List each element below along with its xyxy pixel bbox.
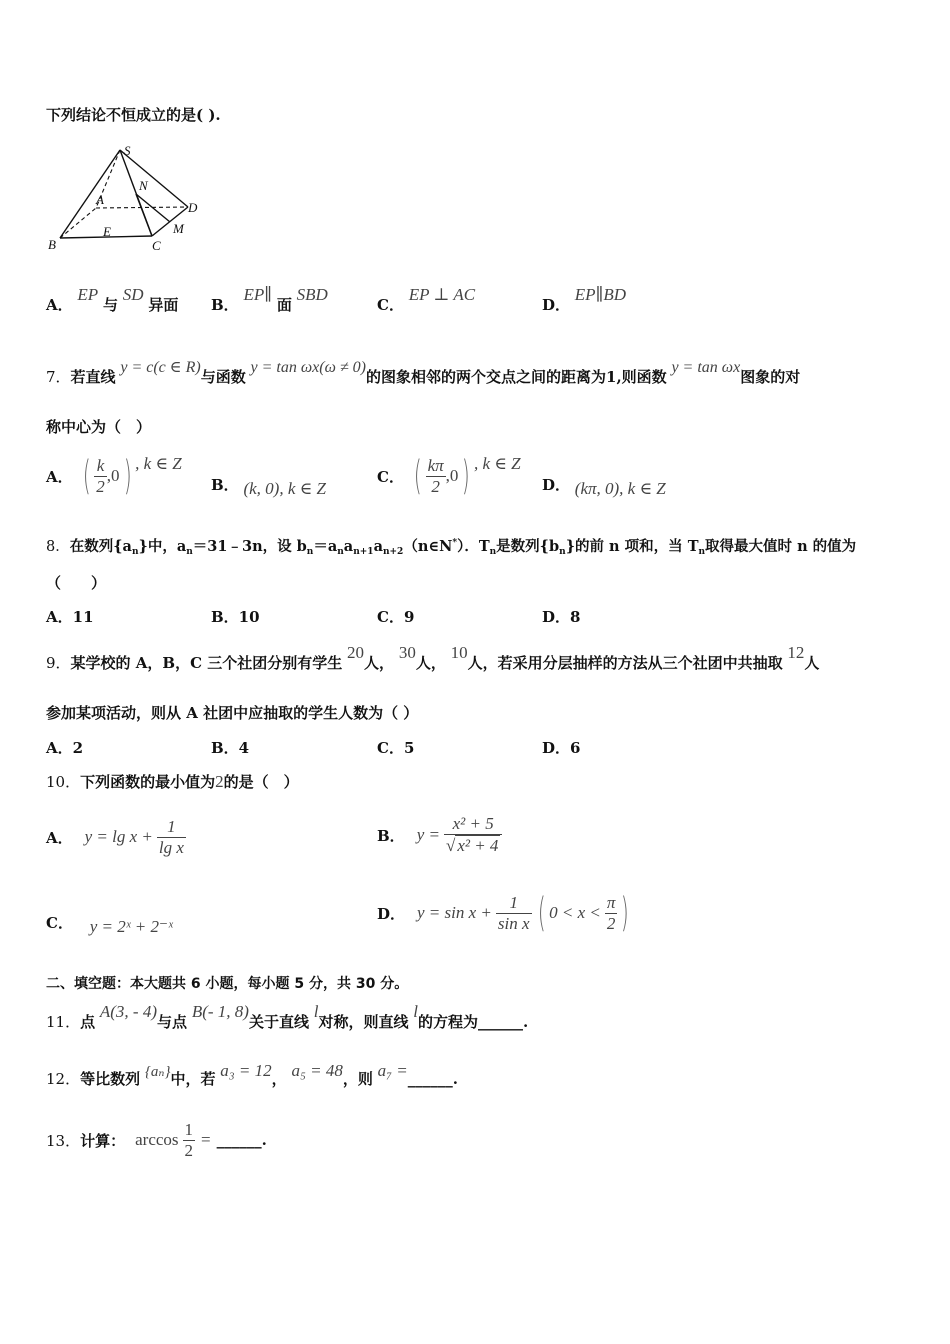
q9-line1: 9．某学校的 A，B，C 三个社团分别有学生 20人， 30人， 10人，若采用分层抽样的方法从三个社团中共抽取 12人: [46, 643, 820, 672]
q6-option-d[interactable]: [542, 285, 627, 315]
option-text: 与: [102, 296, 118, 314]
math: =: [201, 1130, 211, 1149]
q8-option-c[interactable]: C．9: [377, 608, 415, 626]
q6-option-a[interactable]: [46, 285, 179, 315]
label-S: S: [124, 143, 131, 158]
math: y =: [416, 825, 440, 844]
math: arccos: [135, 1130, 179, 1149]
math: 30: [398, 643, 416, 662]
label-N: N: [139, 178, 148, 193]
pyramid-figure: [40, 138, 215, 256]
math: a₇ =: [377, 1061, 408, 1080]
fraction: $\frac{1}{\text{lg x}}$: [158, 816, 184, 857]
math: l: [313, 1002, 319, 1021]
q10-option-d[interactable]: [377, 884, 633, 942]
math: ,0: [106, 466, 120, 485]
math: y = 2ˣ + 2⁻ˣ: [89, 917, 173, 936]
option-key: A．: [46, 296, 73, 314]
option-key: B．: [377, 826, 405, 845]
math: 20: [347, 643, 365, 662]
q9-line2: 参加某项活动，则从 A 社团中应抽取的学生人数为（ ）: [46, 704, 419, 722]
math: y = tan ωx(ω ≠ 0): [250, 359, 366, 376]
q7-option-c[interactable]: [377, 452, 521, 500]
option-key: C．: [46, 914, 73, 932]
math: y = tan ωx: [671, 359, 741, 376]
left-paren: (: [82, 453, 91, 499]
math: (k, 0), k ∈ Z: [243, 479, 326, 498]
option-expr: EP∥BD: [574, 285, 627, 304]
math: 2: [215, 772, 224, 791]
option-key: A．: [46, 828, 73, 847]
option-text: 异面: [148, 296, 179, 314]
option-key: B．: [211, 296, 239, 314]
q7-line1: [46, 359, 801, 387]
q7-line2: 称中心为（ ）: [46, 418, 152, 436]
fraction: $\frac{\text{x² + 5}}{\text{√ x² + 4}}$: [444, 814, 502, 855]
q10-stem: 10．下列函数的最小值为2的是（ ）: [46, 772, 299, 791]
option-key: D．: [542, 476, 571, 494]
answer-blank: ______.: [407, 1070, 459, 1088]
math: a₃ = 12: [220, 1061, 272, 1080]
q11: 11．点 A(3, - 4)与点 B(- 1, 8)关于直线 l对称，则直线 l的方程为______.: [46, 1002, 529, 1031]
q8-line2: （ ）: [46, 574, 107, 592]
q10-option-a[interactable]: [46, 810, 186, 864]
q9-option-d[interactable]: D．6: [542, 739, 581, 757]
option-key: A．: [46, 467, 73, 486]
option-key: B．: [211, 476, 239, 494]
fraction: $\frac{k\pi}{2}$: [427, 455, 444, 496]
math: y = c(c ∈ R): [120, 359, 201, 376]
math: A(3, - 4): [99, 1002, 158, 1021]
left-paren: (: [537, 890, 546, 936]
right-paren: ): [123, 453, 132, 499]
question-number: 13．: [46, 1131, 81, 1150]
label-D: D: [188, 200, 198, 215]
q9-option-a[interactable]: A．2: [46, 739, 84, 757]
q10-option-b[interactable]: [377, 804, 502, 866]
q7-option-d[interactable]: [542, 474, 666, 498]
text: 与函数: [200, 368, 246, 386]
math: 12: [787, 643, 805, 662]
option-key: C．: [377, 296, 404, 314]
label-E: E: [103, 224, 111, 239]
question-number: 9．: [46, 654, 71, 672]
math: a₅ = 48: [291, 1061, 343, 1080]
math: B(- 1, 8): [191, 1002, 249, 1021]
option-key: C．: [377, 467, 404, 486]
right-paren: ): [621, 890, 630, 936]
math: l: [413, 1002, 418, 1021]
q7-option-b[interactable]: [211, 474, 326, 498]
math: 10: [450, 643, 468, 662]
option-key: D．: [542, 296, 571, 314]
fraction: $\frac{1}{\text{sin x}}$: [497, 892, 530, 933]
label-A: A: [96, 192, 104, 207]
option-text: 面: [276, 296, 292, 314]
math: {aₙ}: [144, 1064, 171, 1080]
math: 0 < x <: [549, 903, 601, 922]
q13: 13． 计算： arccos $\frac{1}{2}$ = ______.: [46, 1119, 267, 1160]
question-number: 10．: [46, 773, 81, 791]
q12: 12．等比数列 {aₙ}中，若 a₃ = 12， a₅ = 48，则 a₇ =______.: [46, 1061, 459, 1088]
answer-blank: 的方程为______.: [418, 1013, 529, 1031]
fraction: $\frac{\pi}{2}$: [606, 892, 616, 933]
q8-option-b[interactable]: B．10: [211, 608, 260, 626]
option-expr: EP: [77, 285, 99, 304]
question-number: 7．: [46, 368, 71, 386]
section-heading: 二、填空题：本大题共 6 小题，每小题 5 分，共 30 分。: [46, 976, 409, 992]
option-expr: SBD: [296, 285, 328, 304]
q6-stem: 下列结论不恒成立的是( ).: [46, 106, 221, 124]
q6-option-c[interactable]: [377, 285, 476, 315]
label-M: M: [173, 221, 184, 236]
question-number: 11．: [46, 1013, 81, 1031]
q8-option-a[interactable]: A．11: [46, 608, 94, 626]
q8-option-d[interactable]: D．8: [542, 608, 581, 626]
option-key: D．: [377, 904, 406, 923]
text: 图象的对: [740, 368, 801, 386]
q7-option-a[interactable]: [46, 452, 182, 500]
math: , k ∈ Z: [473, 454, 521, 473]
option-expr: SD: [122, 285, 144, 304]
math: y = sin x +: [417, 903, 492, 922]
q6-option-b[interactable]: [211, 285, 328, 315]
q10-option-c[interactable]: [46, 912, 173, 936]
label-B: B: [48, 237, 56, 252]
fraction: $\frac{1}{2}$: [184, 1119, 194, 1160]
math: (kπ, 0), k ∈ Z: [574, 479, 666, 498]
math: y = lg x +: [84, 827, 153, 846]
option-expr: EP ⊥ AC: [408, 285, 476, 304]
math: ,0: [445, 466, 459, 485]
text: 若直线: [70, 368, 116, 386]
math: , k ∈ Z: [135, 454, 182, 473]
q9-option-b[interactable]: B．4: [211, 739, 250, 757]
right-paren: ): [462, 453, 471, 499]
q9-option-c[interactable]: C．5: [377, 739, 415, 757]
question-number: 12．: [46, 1070, 81, 1088]
fraction: $\frac{k}{2}$: [96, 455, 105, 496]
q8-line1: 8．在数列$\{a_n\}$中，$a_n=31﹣3n$，设 $b_n=a_na_{n+1}a_{n+2}(n\in N^*)$．$T_n$是数列$\{b_n\}$的前 n 项和，当 $T_n$取得最大值时 n 的值为: [46, 538, 857, 557]
text: 的图象相邻的两个交点之间的距离为1,则函数: [366, 368, 667, 386]
question-number: 8．: [46, 539, 70, 555]
label-C: C: [152, 238, 161, 253]
option-expr: EP∥: [243, 285, 273, 304]
answer-blank: ______.: [216, 1131, 267, 1149]
left-paren: (: [413, 453, 422, 499]
